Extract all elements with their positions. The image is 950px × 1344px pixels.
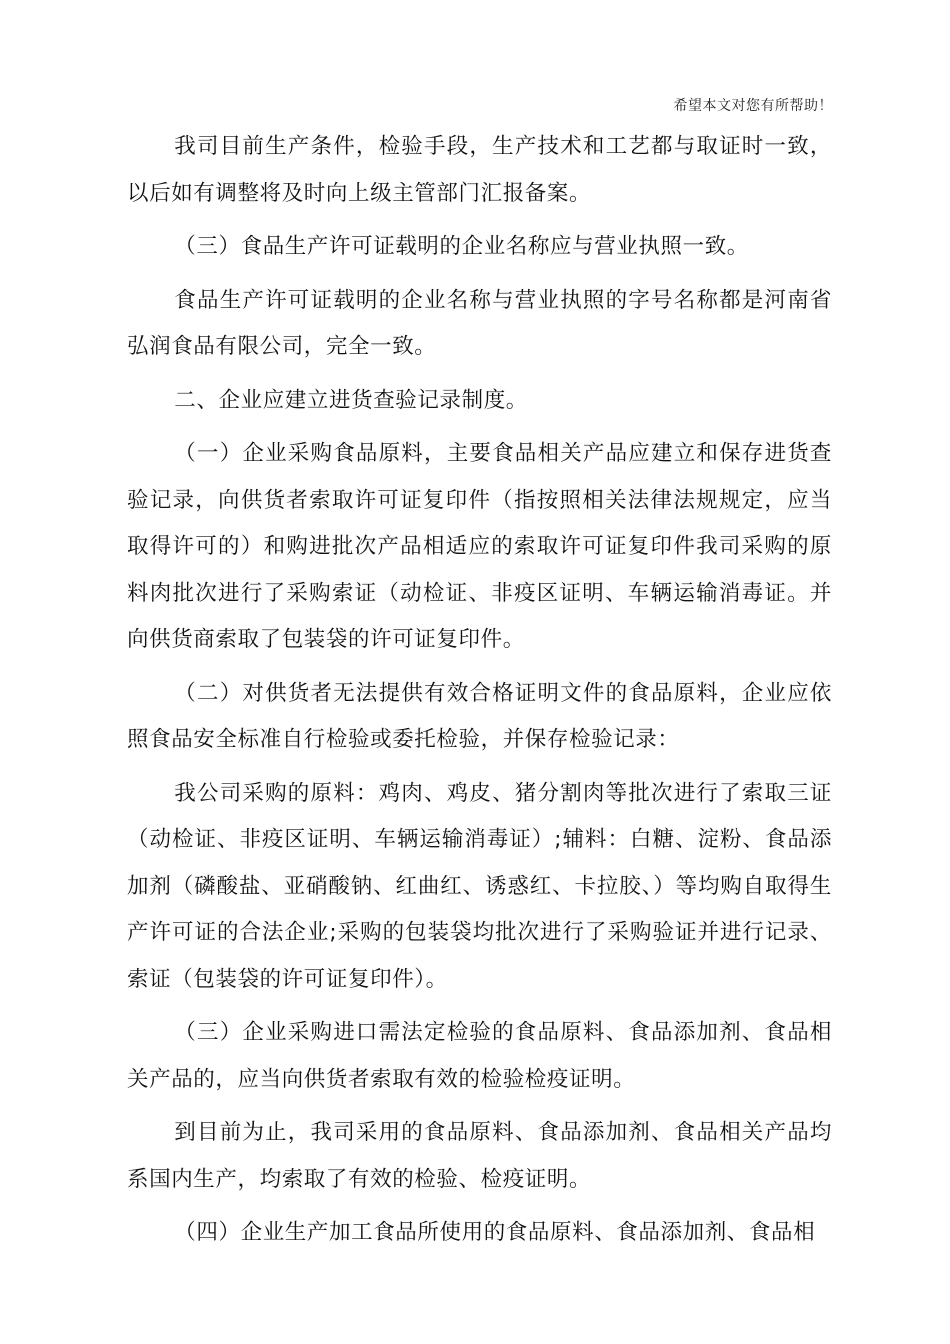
paragraph: （三）企业采购进口需法定检验的食品原料、食品添加剂、食品相关产品的，应当向供货者索取有效的检验检疫证明。 (127, 1020, 832, 1092)
paragraph: 到目前为止，我司采用的食品原料、食品添加剂、食品相关产品均系国内生产，均索取了有效的检验、检疫证明。 (127, 1120, 832, 1192)
paragraph: 我司目前生产条件，检验手段，生产技术和工艺都与取证时一致，以后如有调整将及时向上级主管部门汇报备案。 (127, 134, 832, 206)
paragraph: （一）企业采购食品原料，主要食品相关产品应建立和保存进货查验记录，向供货者索取许可证复印件（指按照相关法律法规规定，应当取得许可的）和购进批次产品相适应的索取许可证复印件我司采购的原料肉批次进行了采购索证（动检证、非疫区证明、车辆运输消毒证。并向供货商索取了包装袋的许可证复印件。 (127, 441, 832, 652)
paragraph: （四）企业生产加工食品所使用的食品原料、食品添加剂、食品相 (174, 1220, 816, 1245)
document-body (127, 124, 832, 1264)
paragraph: （三）食品生产许可证载明的企业名称应与营业执照一致。 (174, 234, 749, 259)
paragraph: 食品生产许可证载明的企业名称与营业执照的字号名称都是河南省弘润食品有限公司，完全一致。 (127, 287, 832, 359)
header-note: 希望本文对您有所帮助！ (673, 98, 833, 114)
paragraph: 二、企业应建立进货查验记录制度。 (174, 387, 528, 413)
paragraph: （二）对供货者无法提供有效合格证明文件的食品原料，企业应依照食品安全标准自行检验或委托检验，并保存检验记录： (127, 680, 832, 752)
paragraph: 我公司采购的原料：鸡肉、鸡皮、猪分割肉等批次进行了索取三证（动检证、非疫区证明、车辆运输消毒证）;辅料：白糖、淀粉、食品添加剂（磷酸盐、亚硝酸钠、红曲红、诱惑红、卡拉胶、）等均购自取得生产许可证的合法企业;采购的包装袋均批次进行了采购验证并进行记录、索证（包装袋的许可证复印件）。 (127, 780, 832, 992)
